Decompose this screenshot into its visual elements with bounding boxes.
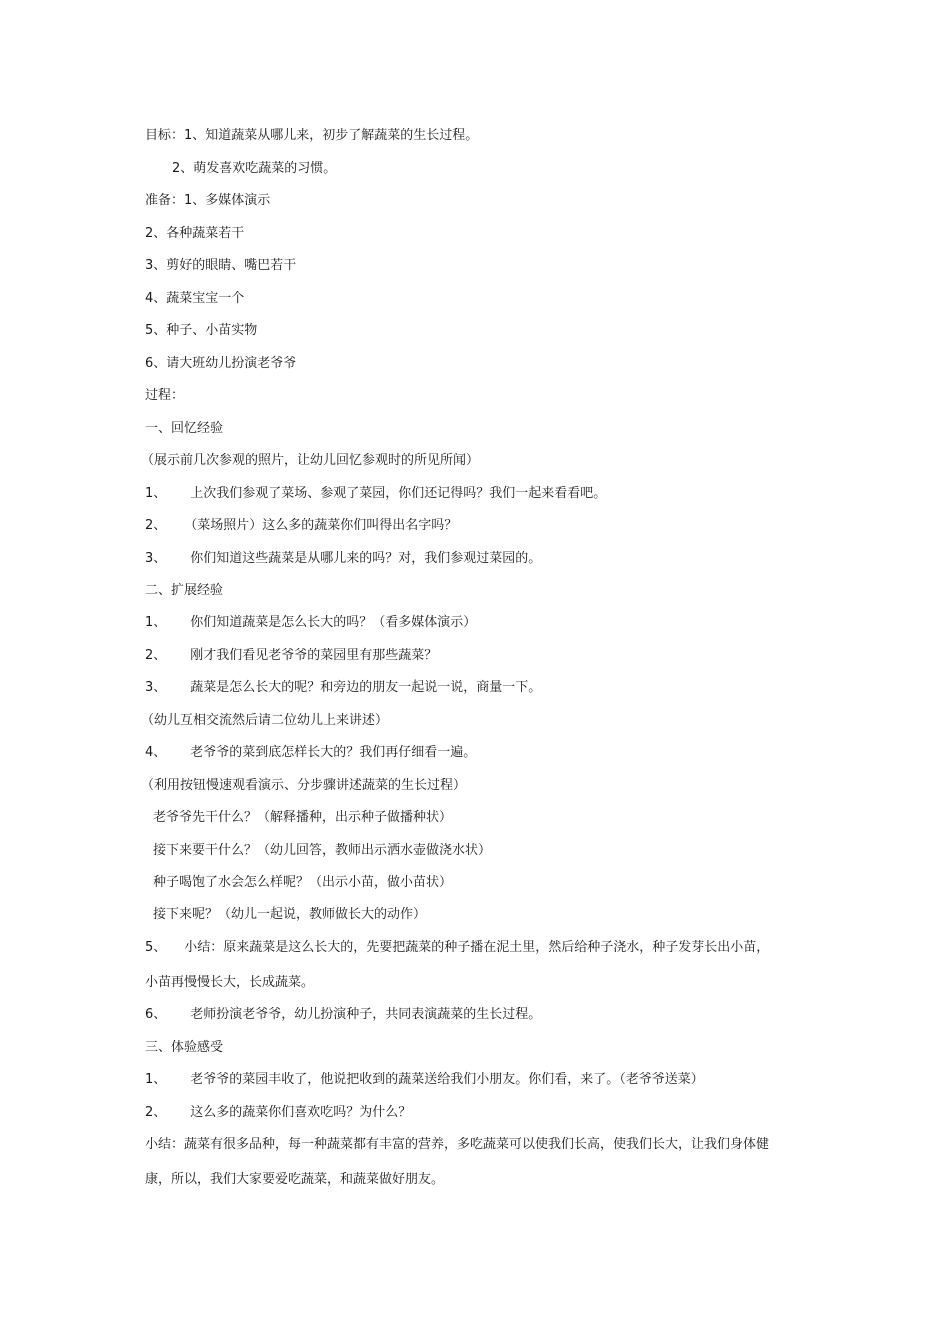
list-item: [145, 485, 606, 503]
item-number: 3、: [145, 551, 167, 566]
item-number: 5、: [145, 940, 167, 955]
item-number: 4、: [145, 745, 167, 760]
item-text: 上次我们参观了菜场、参观了菜园，你们还记得吗？我们一起来看看吧。: [190, 486, 607, 501]
item-text: 这么多的蔬菜你们喜欢吃吗？为什么？: [190, 1105, 412, 1120]
item-number: 2、: [145, 648, 167, 663]
list-item: [145, 1006, 541, 1024]
goal-line-1: 目标：1、知道蔬菜从哪儿来，初步了解蔬菜的生长过程。: [145, 128, 479, 143]
item-number: 1、: [145, 1072, 167, 1087]
item-text: 老爷爷的菜园丰收了，他说把收到的蔬菜送给我们小朋友。你们看，来了。（老爷爷送菜）: [190, 1072, 704, 1087]
final-summary-line-2: 康，所以，我们大家要爱吃蔬菜，和蔬菜做好朋友。: [145, 1172, 445, 1187]
step-line-2: 接下来要干什么？（幼儿回答，教师出示洒水壶做浇水状）: [153, 843, 492, 858]
prep-line-6: 6、请大班幼儿扮演老爷爷: [145, 356, 297, 371]
list-item: [145, 647, 437, 665]
list-item: [145, 550, 541, 568]
item-text: 老爷爷的菜到底怎样长大的？我们再仔细看一遍。: [190, 745, 477, 760]
list-item: [145, 517, 457, 535]
process-heading: 过程：: [145, 388, 185, 403]
section-2-note-1: （幼儿互相交流然后请二位幼儿上来讲述）: [141, 713, 389, 728]
item-number: 1、: [145, 615, 167, 630]
section-1-note: （展示前几次参观的照片，让幼儿回忆参观时的所见所闻）: [141, 453, 480, 468]
summary-continuation: 小苗再慢慢长大，长成蔬菜。: [145, 975, 315, 990]
final-summary-line-1: 小结：蔬菜有很多品种，每一种蔬菜都有丰富的营养，多吃蔬菜可以使我们长高，使我们长大，让我们身体健: [145, 1137, 770, 1152]
item-number: 1、: [145, 486, 167, 501]
item-text: 刚才我们看见老爷爷的菜园里有那些蔬菜？: [190, 648, 438, 663]
item-number: 2、: [145, 1105, 167, 1120]
list-item: [145, 614, 476, 632]
goal-line-2: 2、萌发喜欢吃蔬菜的习惯。: [172, 161, 337, 176]
prep-line-2: 2、各种蔬菜若干: [145, 226, 245, 241]
list-item: [145, 1104, 411, 1122]
step-line-4: 接下来呢？（幼儿一起说，教师做长大的动作）: [153, 907, 427, 922]
prep-line-3: 3、剪好的眼睛、嘴巴若干: [145, 258, 297, 273]
prep-line-1: 准备：1、多媒体演示: [145, 193, 271, 208]
prep-line-5: 5、种子、小苗实物: [145, 323, 258, 338]
item-text: 蔬菜是怎么长大的呢？和旁边的朋友一起说一说，商量一下。: [190, 680, 542, 695]
list-item: [145, 939, 769, 957]
section-2-heading: 二、扩展经验: [145, 583, 224, 598]
item-number: 6、: [145, 1007, 167, 1022]
item-number: 3、: [145, 680, 167, 695]
item-text: 你们知道蔬菜是怎么长大的吗？（看多媒体演示）: [190, 615, 477, 630]
step-line-1: 老爷爷先干什么？（解释播种，出示种子做播种状）: [153, 810, 453, 825]
list-item: [145, 679, 541, 697]
list-item: [145, 1071, 704, 1089]
item-text: 小结：原来蔬菜是这么长大的，先要把蔬菜的种子播在泥土里，然后给种子浇水，种子发芽长出小苗，: [184, 940, 770, 955]
section-3-heading: 三、体验感受: [145, 1040, 224, 1055]
item-number: 2、: [145, 518, 167, 533]
section-1-heading: 一、回忆经验: [145, 421, 224, 436]
item-text: 你们知道这些蔬菜是从哪儿来的吗？对，我们参观过菜园的。: [190, 551, 542, 566]
list-item: [145, 744, 476, 762]
step-line-3: 种子喝饱了水会怎么样呢？（出示小苗，做小苗状）: [153, 875, 453, 890]
item-text: 老师扮演老爷爷，幼儿扮演种子，共同表演蔬菜的生长过程。: [190, 1007, 542, 1022]
section-2-note-2: （利用按钮慢速观看演示、分步骤讲述蔬菜的生长过程）: [141, 778, 467, 793]
prep-line-4: 4、蔬菜宝宝一个: [145, 291, 245, 306]
item-text: （菜场照片）这么多的蔬菜你们叫得出名字吗？: [184, 518, 458, 533]
